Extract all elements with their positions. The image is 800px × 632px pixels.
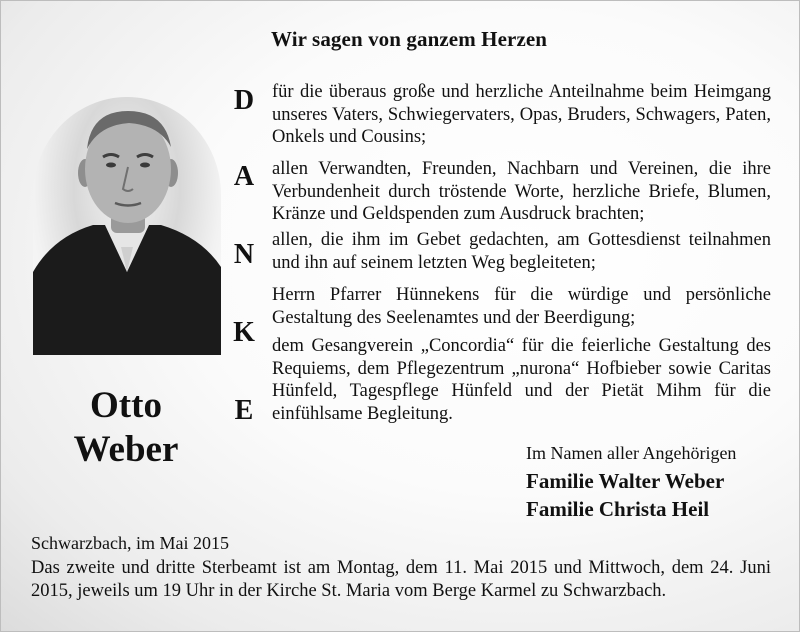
acrostic-letter: A: [233, 161, 255, 192]
thanks-paragraph: Herrn Pfarrer Hünnekens für die würdige und persönliche Gestaltung des Seelenamtes und der Beerdigung;: [272, 285, 771, 328]
thanks-paragraph: für die überaus große und herzliche Anteilnahme beim Heimgang unseres Vaters, Schwiegervaters, Opas, Bruders, Schwagers, Paten, Onkels und Cousins;: [272, 82, 771, 147]
deceased-first-name: Otto: [90, 385, 162, 426]
heading: Wir sagen von ganzem Herzen: [271, 27, 548, 51]
acrostic-letter: D: [233, 85, 255, 116]
thanks-paragraph: allen Verwandten, Freunden, Nachbarn und Vereinen, die ihre Verbundenheit durch tröstende Worte, herzliche Briefe, Blumen, Kränze und Geldspenden zum Ausdruck brachten;: [272, 159, 771, 224]
signoff-line: Im Namen aller Angehörigen: [526, 443, 737, 463]
acrostic-letter: E: [234, 395, 254, 426]
deceased-last-name: Weber: [73, 429, 179, 470]
thanks-paragraph: dem Gesangverein „Concordia“ für die feierliche Gestaltung des Requiems, dem Pflegezentrum „nurona“ Hofbieber sowie Caritas Hünfeld, Tagespflege Hünfeld und der Pietät Mihm für die einfühlsame Begleitung.: [272, 336, 771, 424]
acrostic-letter: N: [233, 239, 255, 270]
portrait-photo: [33, 97, 221, 355]
thanks-paragraph: allen, die ihm im Gebet gedachten, am Gottesdienst teilnahmen und ihn auf seinem letzten Weg begleiteten;: [272, 230, 771, 273]
mass-notice: Das zweite und dritte Sterbeamt ist am Montag, dem 11. Mai 2015 und Mittwoch, dem 24. Juni 2015, jeweils um 19 Uhr in der Kirche St. Maria vom Berge Karmel zu Schwarzbach.: [31, 558, 771, 601]
place-date: Schwarzbach, im Mai 2015: [31, 533, 229, 553]
family-name: Familie Christa Heil: [526, 497, 710, 521]
acrostic-letter: K: [233, 317, 255, 348]
family-name: Familie Walter Weber: [526, 469, 725, 493]
